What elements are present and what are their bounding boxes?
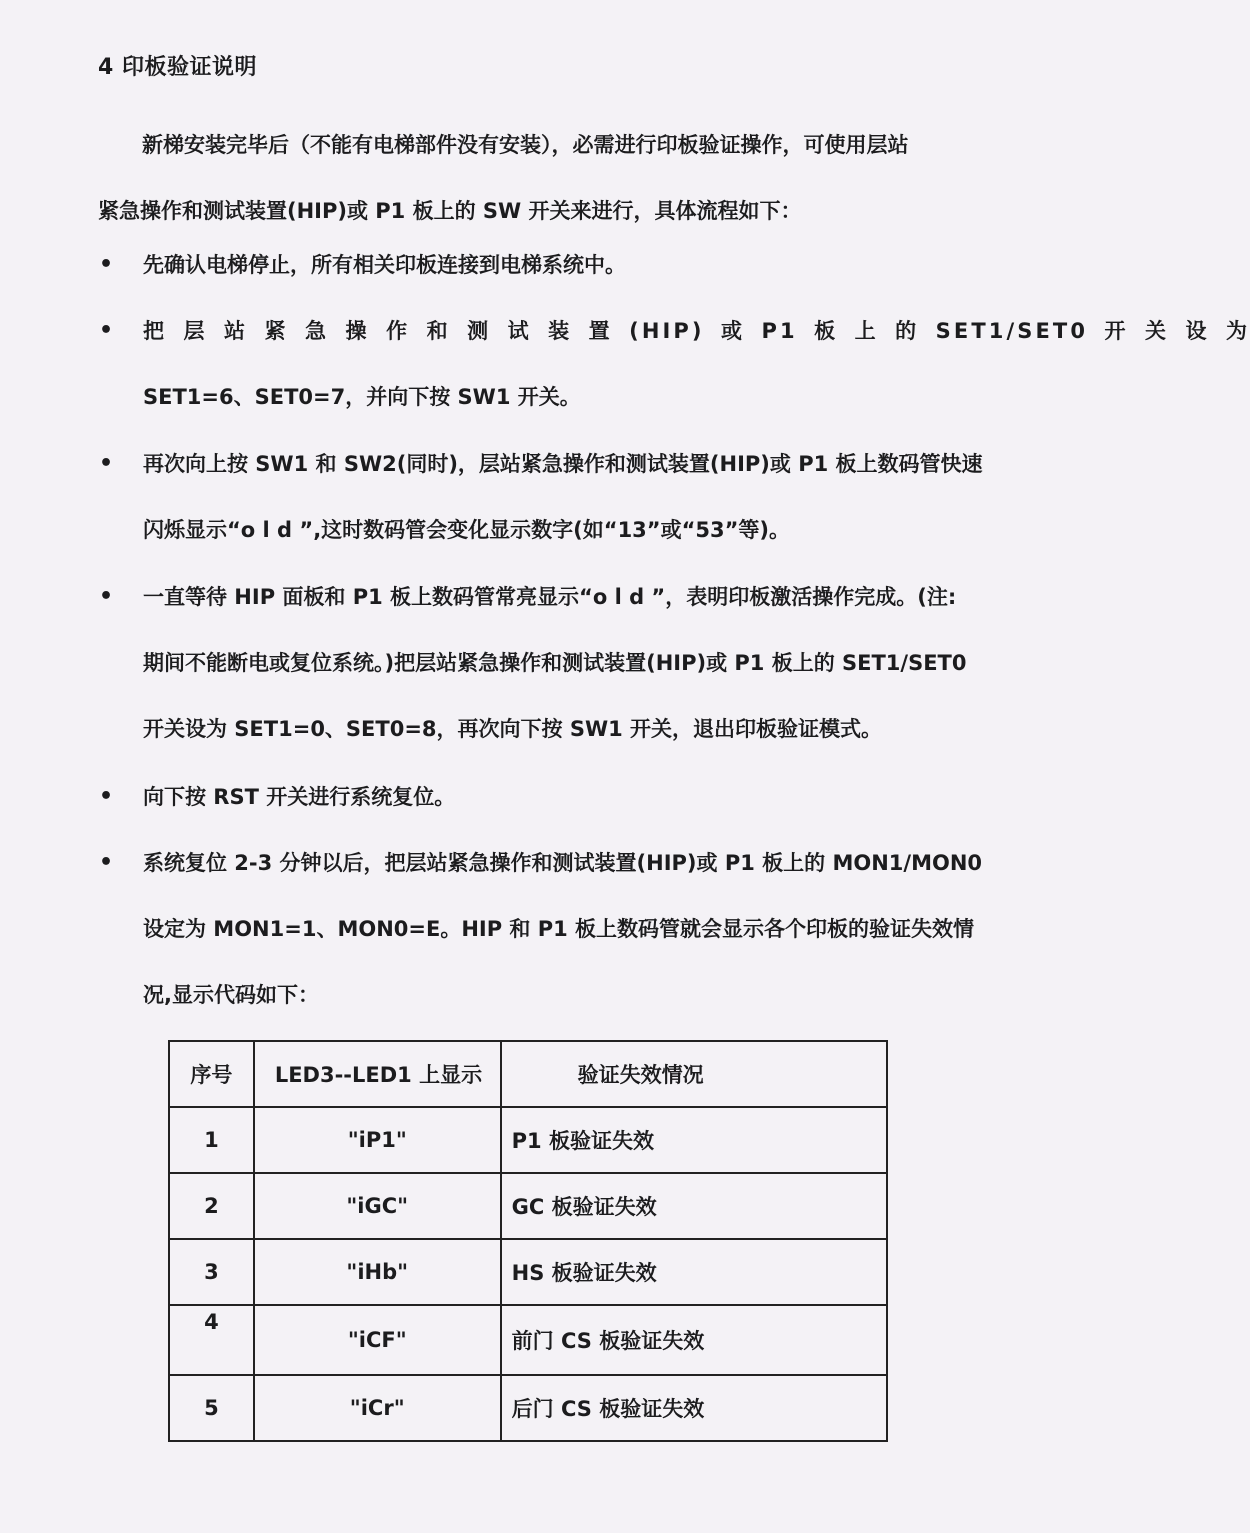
- row-display-code: "iHb": [254, 1239, 501, 1305]
- row-index: 3: [169, 1239, 254, 1305]
- bullet-icon: •: [98, 850, 114, 875]
- table-row: [169, 1375, 887, 1441]
- column-header-display: LED3--LED1 上显示: [254, 1041, 501, 1107]
- bullet-icon: •: [98, 318, 114, 343]
- row-display-code: "iCr": [254, 1375, 501, 1441]
- intro-line-1: 新梯安装完毕后（不能有电梯部件没有安装），必需进行印板验证操作，可使用层站: [142, 133, 909, 157]
- row-failure-desc: P1 板验证失效: [501, 1107, 887, 1173]
- list-item-line: 开关设为 SET1=0、SET0=8，再次向下按 SW1 开关，退出印板验证模式。: [143, 717, 883, 741]
- table-row: [169, 1305, 887, 1375]
- row-display-code: "iGC": [254, 1173, 501, 1239]
- row-failure-desc: GC 板验证失效: [501, 1173, 887, 1239]
- bullet-icon: •: [98, 252, 114, 277]
- list-item-line: 再次向上按 SW1 和 SW2(同时)，层站紧急操作和测试装置(HIP)或 P1 板上数码管快速: [143, 452, 983, 476]
- list-item-line: 向下按 RST 开关进行系统复位。: [143, 785, 456, 809]
- list-item-line: 先确认电梯停止，所有相关印板连接到电梯系统中。: [143, 253, 626, 277]
- row-index: 5: [169, 1375, 254, 1441]
- column-header-index: 序号: [169, 1041, 254, 1107]
- section-heading: 4 印板验证说明: [98, 55, 257, 80]
- bullet-icon: •: [98, 784, 114, 809]
- list-item-line: 把 层 站 紧 急 操 作 和 测 试 装 置 (HIP) 或 P1 板 上 的 SET1/SET0 开 关 设 为: [143, 319, 1250, 343]
- list-item: [98, 830, 988, 1028]
- table-row: [169, 1173, 887, 1239]
- list-item: [98, 232, 988, 298]
- row-display-code: "iCF": [254, 1305, 501, 1375]
- row-failure-desc: HS 板验证失效: [501, 1239, 887, 1305]
- list-item: [98, 431, 988, 563]
- table-row: [169, 1107, 887, 1173]
- row-index: 4: [169, 1305, 254, 1375]
- list-item-line: 闪烁显示“o l d ”,这时数码管会变化显示数字(如“13”或“53”等)。: [143, 518, 791, 542]
- row-display-code: "iP1": [254, 1107, 501, 1173]
- code-table: [168, 1040, 888, 1442]
- list-item-line: 系统复位 2-3 分钟以后，把层站紧急操作和测试装置(HIP)或 P1 板上的 MON1/MON0: [143, 851, 983, 875]
- list-item: [98, 298, 1250, 430]
- row-index: 1: [169, 1107, 254, 1173]
- list-item-line: 况,显示代码如下：: [143, 983, 319, 1007]
- list-item-line: 设定为 MON1=1、MON0=E。HIP 和 P1 板上数码管就会显示各个印板的验证失效情: [143, 917, 975, 941]
- list-item-line: SET1=6、SET0=7，并向下按 SW1 开关。: [143, 385, 581, 409]
- bullet-icon: •: [98, 584, 114, 609]
- row-failure-desc: 前门 CS 板验证失效: [501, 1305, 887, 1375]
- row-index: 2: [169, 1173, 254, 1239]
- column-header-failure: 验证失效情况: [501, 1041, 887, 1107]
- intro-paragraph: [98, 112, 982, 244]
- list-item: [98, 564, 988, 762]
- bullet-icon: •: [98, 451, 114, 476]
- intro-line-2: 紧急操作和测试装置(HIP)或 P1 板上的 SW 开关来进行，具体流程如下：: [98, 199, 802, 223]
- list-item-line: 期间不能断电或复位系统。)把层站紧急操作和测试装置(HIP)或 P1 板上的 SET1/SET0: [143, 651, 967, 675]
- table-header-row: [169, 1041, 887, 1107]
- list-item-line: 一直等待 HIP 面板和 P1 板上数码管常亮显示“o l d ”，表明印板激活操作完成。(注:: [143, 585, 957, 609]
- table-row: [169, 1239, 887, 1305]
- list-item: [98, 764, 988, 830]
- row-failure-desc: 后门 CS 板验证失效: [501, 1375, 887, 1441]
